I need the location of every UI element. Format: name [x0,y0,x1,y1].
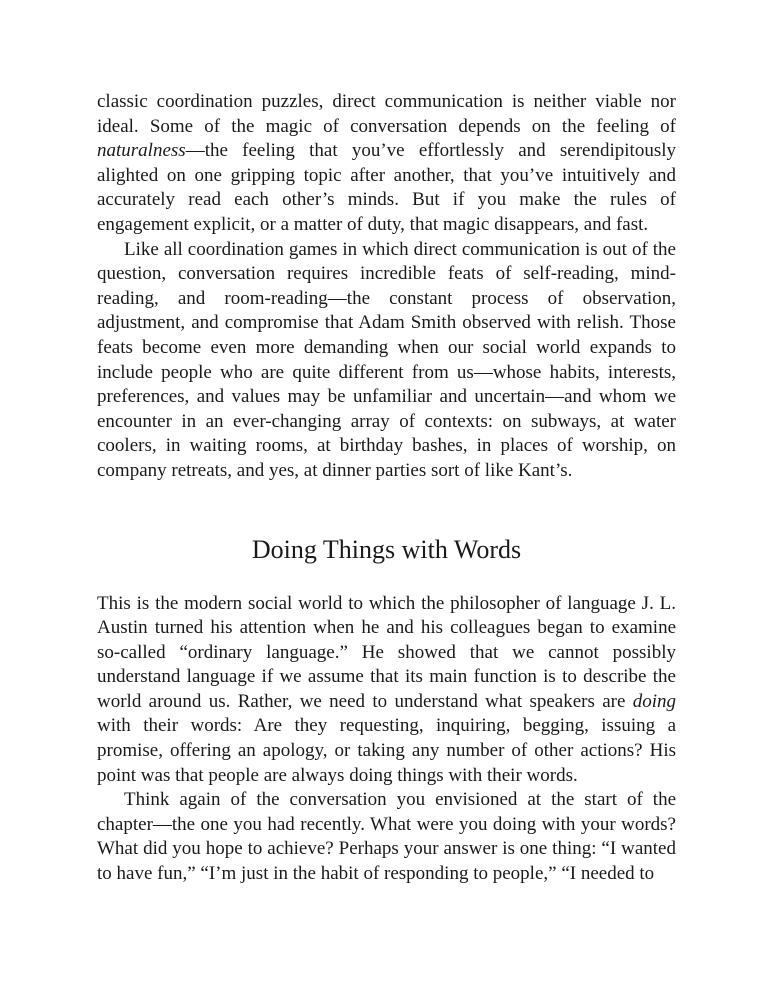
paragraph-coordination-puzzles [97,90,676,238]
emphasis-doing: doing [632,690,676,712]
section-heading: Doing Things with Words [251,534,522,564]
paragraph-think-again: Think again of the conversation you envisioned at the start of the chapter—the one you had recently. What were you doing with your words? What did you hope to achieve? Perhaps your answer is one thing: “I wanted to have fun,” “I’m just in the habit of responding to people,” “I needed to [97,789,676,885]
paragraph-text: This is the modern social world to which the philosopher of language J. L. Austin turned his attention when he and his colleagues began to examine so-called “ordinary language.” He showed that we cannot possibly understand language if we assume that its main function is to describe the world around us. Rather, we need to understand what speakers are [97,592,676,712]
paragraph-coordination-games: Like all coordination games in which direct communication is out of the question, conversation requires incredible feats of self-reading, mind-reading, and room-reading—the constant process of observation, adjustment, and compromise that Adam Smith observed with relish. Those feats become even more demanding when our social world expands to include people who are quite different from us—whose habits, interests, preferences, and values may be unfamiliar and uncertain—and whom we encounter in an ever-changing array of contexts: on subways, at water coolers, in waiting rooms, at birthday bashes, in places of worship, on company retreats, and yes, at dinner parties sort of like Kant’s. [97,238,676,481]
paragraph-text: classic coordination puzzles, direct communication is neither viable nor ideal. Some of the magic of conversation depends on the feeling of [97,91,676,137]
emphasis-naturalness: naturalness [97,140,186,162]
paragraph-text: with their words: Are they requesting, inquiring, begging, issuing a promise, offering an apology, or taking any number of other actions? His point was that people are always doing things with their words. [97,715,676,786]
paragraph-austin [97,592,676,789]
paragraph-text: —the feeling that you’ve effortlessly and serendipitously alighted on one gripping topic after another, that you’ve intuitively and accurately read each other’s minds. But if you make the rules of engagement explicit, or a matter of duty, that magic disappears, and fast. [97,140,676,235]
